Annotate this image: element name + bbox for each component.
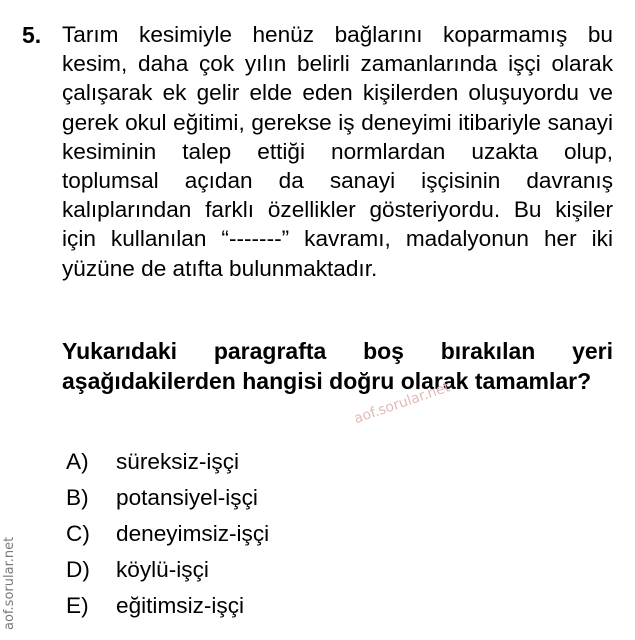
option-text: potansiyel-işçi <box>116 485 258 510</box>
option-text: süreksiz-işçi <box>116 449 240 474</box>
option-e[interactable] <box>66 588 269 624</box>
option-letter: B) <box>66 485 89 510</box>
option-c[interactable] <box>66 516 269 552</box>
question-stem: Yukarıdaki paragrafta boş bırakılan yeri aşağıdakilerden hangisi doğru olarak tamamlar? <box>62 338 613 394</box>
watermark-center: aof.sorular.net <box>352 379 453 428</box>
watermark-side: aof.sorular.net <box>2 536 17 630</box>
option-letter: C) <box>66 521 90 546</box>
question-number: 5. <box>22 22 42 48</box>
option-text: eğitimsiz-işçi <box>116 593 245 618</box>
option-text: deneyimsiz-işçi <box>116 521 270 546</box>
option-letter: E) <box>66 593 89 618</box>
option-d[interactable] <box>66 552 269 588</box>
option-b[interactable] <box>66 480 269 516</box>
option-letter: D) <box>66 557 90 582</box>
option-text: köylü-işçi <box>116 557 209 582</box>
question-passage: Tarım kesimiyle henüz bağlarını koparmamış bu kesim, daha çok yılın belirli zamanlarında işçi olarak çalışarak ek gelir elde eden kişilerden oluşuyordu ve gerek okul eğitimi, gerekse iş deneyimi itibariyle sanayi kesiminin talep ettiği normlardan uzakta olup, toplumsal açıdan da sanayi işçisinin davranış kalıplarından farklı özellikler gösteriyordu. Bu kişiler için kullanılan “-------” kavramı, madalyonun her iki yüzüne de atıfta bulunmaktadır. <box>62 22 613 281</box>
option-a[interactable] <box>66 444 269 480</box>
option-letter: A) <box>66 449 89 474</box>
answer-options <box>66 444 269 624</box>
